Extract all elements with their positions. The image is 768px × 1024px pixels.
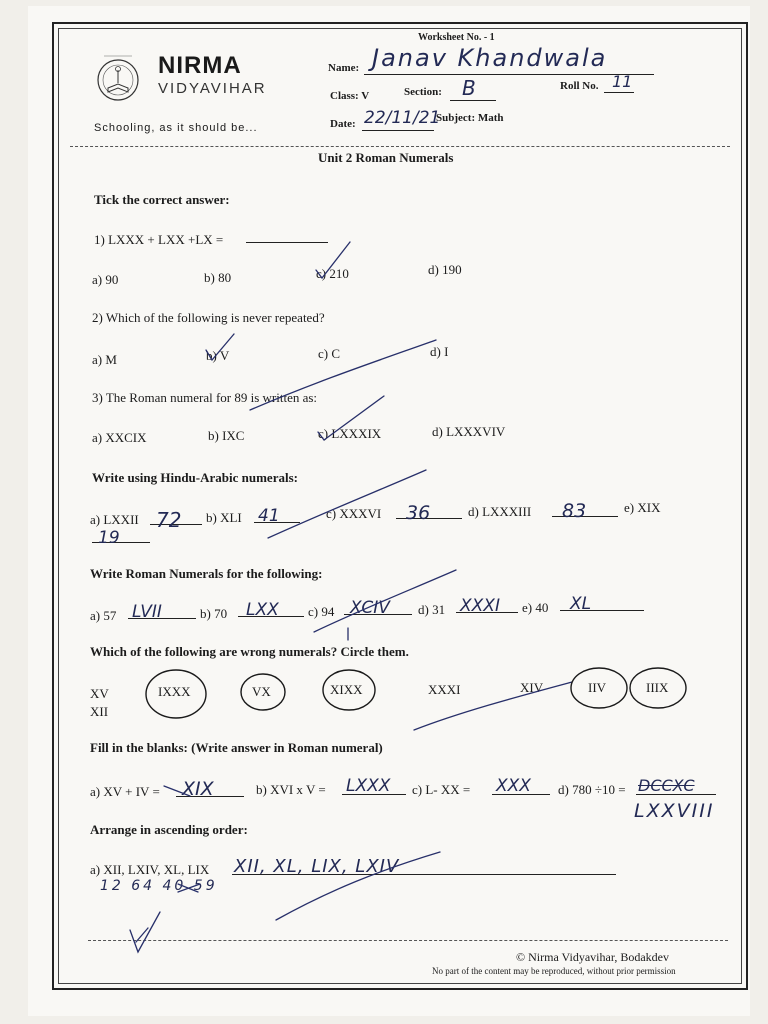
s5-answer-a: XIX xyxy=(182,778,214,800)
section-field xyxy=(450,78,496,101)
date-value: 22/11/21 xyxy=(364,108,441,128)
s6-rough-work: 12 64 40 59 xyxy=(100,878,218,894)
s5-blank-d xyxy=(636,776,716,795)
section-value: B xyxy=(462,76,476,100)
roll-field xyxy=(604,74,634,93)
subject-label: Subject: Math xyxy=(436,112,504,124)
s2-item-e: e) XIX xyxy=(624,500,661,515)
q3-option-a: a) XXCIX xyxy=(92,430,147,445)
brand-subtitle: VIDYAVIHAR xyxy=(158,80,267,97)
brand-name: NIRMA xyxy=(158,52,242,79)
s3-item-a: a) 57 xyxy=(90,608,117,623)
numeral-item-6: XIV xyxy=(520,680,544,695)
s5-blank-c xyxy=(492,776,550,795)
s6-blank-a xyxy=(232,856,616,875)
section3-heading: Write Roman Numerals for the following: xyxy=(90,566,323,581)
numeral-item-extra: XII xyxy=(90,704,109,719)
date-field xyxy=(362,108,441,131)
numeral-item-1: XV xyxy=(90,686,109,701)
q1-text: 1) LXXX + LXX +LX = xyxy=(94,232,224,247)
q3-option-c: c) LXXXIX xyxy=(318,426,382,441)
worksheet-title: Unit 2 Roman Numerals xyxy=(318,150,454,165)
s3-blank-c xyxy=(344,598,412,618)
s5-blank-a xyxy=(176,778,244,800)
s2-blank-b xyxy=(254,506,300,526)
s6-answer-a: XII, XL, LIX, LXIV xyxy=(234,856,400,877)
q2-option-a: a) M xyxy=(92,352,117,367)
s2-blank-e xyxy=(92,528,150,548)
s5-answer-b: LXXX xyxy=(346,776,391,796)
s3-answer-c: XCIV xyxy=(350,598,390,618)
s3-blank-d xyxy=(456,596,518,616)
s6-item-a: a) XII, LXIV, XL, LIX xyxy=(90,862,210,877)
s3-item-d: d) 31 xyxy=(418,602,446,617)
roll-label: Roll No. xyxy=(560,80,599,92)
s3-answer-e: XL xyxy=(570,594,592,614)
school-tagline: Schooling, as it should be... xyxy=(94,122,258,134)
section4-heading: Which of the following are wrong numerals? Circle them. xyxy=(90,644,409,659)
footer-copyright: © Nirma Vidyavihar, Bodakdev xyxy=(516,950,669,964)
name-value: Janav Khandwala xyxy=(372,44,608,72)
school-crest-logo xyxy=(94,50,142,108)
s2-item-b: b) XLI xyxy=(206,510,242,525)
s3-blank-e xyxy=(560,594,644,614)
section6-heading: Arrange in ascending order: xyxy=(90,822,248,837)
s5-item-a: a) XV + IV = xyxy=(90,784,160,799)
s2-answer-a: 72 xyxy=(156,508,182,532)
roll-value: 11 xyxy=(612,72,633,91)
s2-blank-a xyxy=(150,508,202,532)
s3-item-c: c) 94 xyxy=(308,604,335,619)
q1-option-b: b) 80 xyxy=(204,270,232,285)
section5-heading: Fill in the blanks: (Write answer in Roman numeral) xyxy=(90,740,383,755)
q3-option-d: d) LXXXVIV xyxy=(432,424,506,439)
numeral-item-4: XIXX xyxy=(330,682,363,697)
q1-option-d: d) 190 xyxy=(428,262,462,277)
footer-notice: No part of the content may be reproduced, without prior permission xyxy=(432,966,676,976)
s3-answer-d: XXXI xyxy=(460,596,500,616)
q2-option-d: d) I xyxy=(430,344,449,359)
s3-answer-a: LVII xyxy=(132,602,162,622)
q2-text: 2) Which of the following is never repeated? xyxy=(92,310,325,325)
section-label: Section: xyxy=(404,86,442,98)
section2-heading: Write using Hindu-Arabic numerals: xyxy=(92,470,298,485)
s5-answer-d-struck: DCCXC xyxy=(638,776,695,795)
numeral-item-2: IXXX xyxy=(158,684,191,699)
s2-answer-b: 41 xyxy=(258,506,280,526)
s3-item-e: e) 40 xyxy=(522,600,549,615)
s2-item-c: c) XXXVI xyxy=(326,506,382,521)
q3-option-b: b) IXC xyxy=(208,428,245,443)
s5-item-c: c) L- XX = xyxy=(412,782,471,797)
q2-option-c: c) C xyxy=(318,346,341,361)
numeral-item-8: IIIX xyxy=(646,680,669,695)
s5-answer-d: LXXVIII xyxy=(634,800,715,822)
class-label: Class: V xyxy=(330,90,370,102)
s5-item-b: b) XVI x V = xyxy=(256,782,326,797)
q1-blank xyxy=(246,228,328,243)
worksheet-number: Worksheet No. - 1 xyxy=(418,32,495,43)
s2-answer-d: 83 xyxy=(562,500,587,522)
s2-blank-c xyxy=(396,502,462,524)
date-label: Date: xyxy=(330,118,356,130)
q2-option-b: b) V xyxy=(206,348,230,363)
q1-option-a: a) 90 xyxy=(92,272,119,287)
s3-blank-b xyxy=(238,600,304,620)
s3-answer-b: LXX xyxy=(246,600,279,620)
footer-divider xyxy=(88,940,728,941)
numeral-item-5: XXXI xyxy=(428,682,461,697)
q3-text: 3) The Roman numeral for 89 is written as: xyxy=(92,390,318,405)
s5-item-d: d) 780 ÷10 = xyxy=(558,782,626,797)
s3-blank-a xyxy=(128,602,196,622)
q1-option-c: c) 210 xyxy=(316,266,349,281)
s2-item-a: a) LXXII xyxy=(90,512,139,527)
s5-blank-b xyxy=(342,776,406,795)
numeral-item-3: VX xyxy=(252,684,271,699)
name-field xyxy=(364,46,654,75)
header-divider xyxy=(70,146,730,147)
numeral-item-7: IIV xyxy=(588,680,607,695)
section1-heading: Tick the correct answer: xyxy=(94,192,230,207)
s2-answer-e: 19 xyxy=(98,528,120,548)
name-label: Name: xyxy=(328,62,360,74)
s3-item-b: b) 70 xyxy=(200,606,228,621)
s2-item-d: d) LXXXIII xyxy=(468,504,532,519)
s2-answer-c: 36 xyxy=(406,502,431,524)
s2-blank-d xyxy=(552,500,618,522)
s5-answer-c: XXX xyxy=(496,776,531,796)
